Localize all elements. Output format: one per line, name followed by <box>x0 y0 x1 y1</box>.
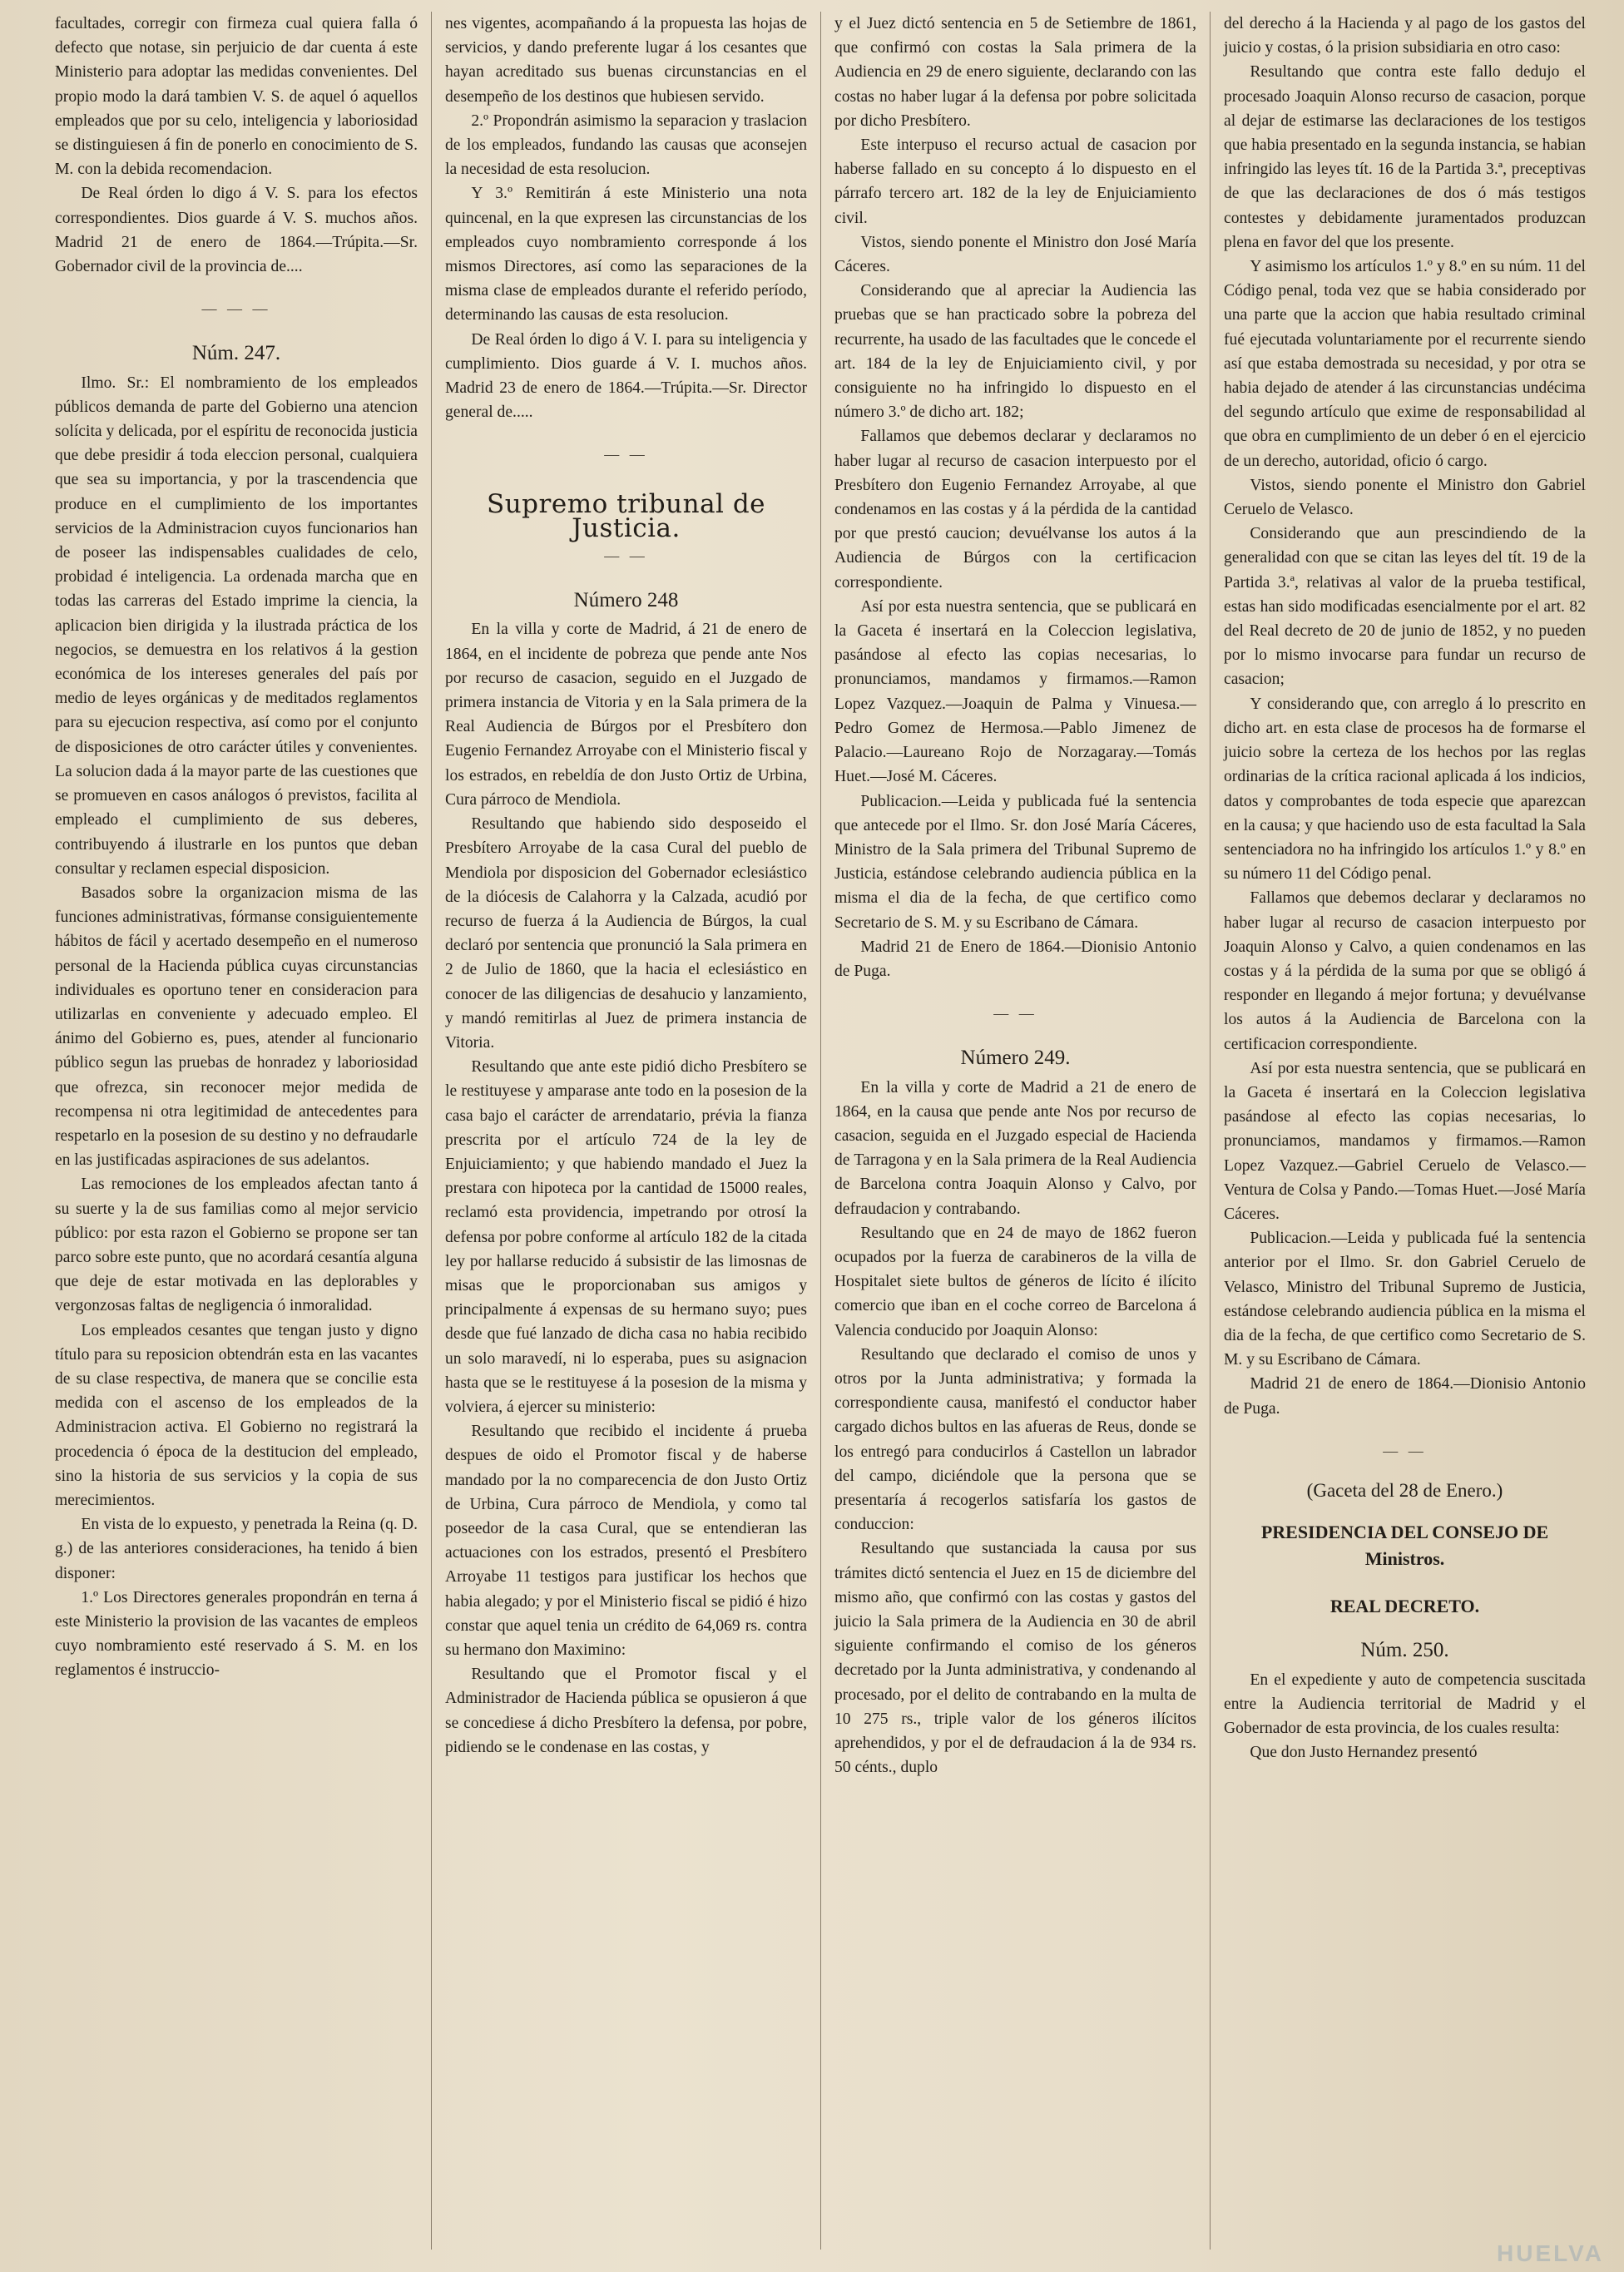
paragraph: Este interpuso el recurso actual de casacion por haberse fallado en su concepto á lo dispuesto en el párrafo tercero art. 182 de la ley de Enjuiciamiento civil. <box>834 136 1196 227</box>
section-separator: — — <box>604 547 648 565</box>
paragraph: Que don Justo Hernandez presentó <box>1250 1744 1478 1762</box>
paragraph: En vista de lo expuesto, y penetrada la Reina (q. D. g.) de las anteriores consideraciones, ha tenido á bien disponer: <box>55 1516 418 1582</box>
paragraph: Y asimismo los artículos 1.º y 8.º en su núm. 11 del Código penal, toda vez que se habia considerado por una parte que la accion que habia resultado criminal fué ejecutada voluntariamente por el recurrente siendo así que estaba demostrada su necesidad, y por otra se habia dejado de atender á las circunstancias undécima del segundo artículo que exime de responsabilidad al que obra en cumplimiento de un deber ó en el ejercicio de un derecho, autoridad, oficio ó cargo. <box>1224 258 1586 470</box>
decree-heading-250: Núm. 250. <box>1360 1639 1449 1662</box>
paragraph: Madrid 21 de enero de 1864.—Dionisio Antonio de Puga. <box>1224 1375 1586 1418</box>
paragraph: Fallamos que debemos declarar y declaramos no haber lugar al recurso de casacion interpuesto por el Presbítero don Eugenio Fernandez Arroyabe, al que condenamos en las costas y á la pérdida de la cantidad por que prestó caucion; devuélvanse los autos á la Audiencia de Búrgos con la certificacion correspondiente. <box>834 428 1196 592</box>
section-title-tribunal: Supremo tribunal de Justicia. <box>486 488 766 543</box>
paragraph: Vistos, siendo ponente el Ministro don José María Cáceres. <box>834 233 1196 276</box>
paragraph: Resultando que ante este pidió dicho Presbítero se le restituyese y amparase ante todo en la posesion de la casa bajo el carácter de arrendatario, prévia la fianza prescrita por el artículo 724 de la ley de Enjuiciamiento; y que habiendo mandado el Juez la prestara con hipoteca por la cantidad de 15000 reales, reclamó esta providencia, impetrando por otrosí la defensa por pobre conforme al artículo 182 de la citada ley por hallarse reducido á subsistir de las limosnas de misas que le proporcionaban sus amigos y principalmente á expensas de su hermano suyo; pues desde que fué lanzado de dicha casa no habia recibido un solo maravedí, ni lo esperaba, pues su asignacion hasta que se le restituyese á la posesion de la misma y volviera, á ejercer su ministerio: <box>445 1058 807 1416</box>
paragraph: Basados sobre la organizacion misma de las funciones administrativas, fórmanse consiguientemente hábitos de fácil y acertado desempeño en el numeroso personal de la Hacienda pública cuyas circunstancias individuales es oportuno tener en consideracion para utilizarlas en conveniente y adecuado empleo. El ánimo del Gobierno es, pues, atender al funcionario público segun las pruebas de honradez y laboriosidad que ofrezca, sin reconocer mejor medida de recompensa ni otra legitimidad de antecedentes para respetarlo en la posesion de su destino y no defraudarle en las justificadas aspiraciones de sus adelantos. <box>55 884 418 1170</box>
paragraph: Publicacion.—Leida y publicada fué la sentencia que antecede por el Ilmo. Sr. don José María Cáceres, Ministro de la Sala primera del Tribunal Supremo de Justicia, estándose celebrando audiencia pública en la misma el dia de la fecha, de que certifico como Secretario de S. M. y su Escribano de Cámara. <box>834 792 1196 932</box>
paragraph: Resultando que el Promotor fiscal y el Administrador de Hacienda pública se opusieron á que se concediese á dicho Presbítero la defensa, por pobre, pidiendo se le condenase en las costas, y <box>445 1666 807 1756</box>
archive-watermark-logo: HUELVA <box>1497 2240 1604 2266</box>
column-1 <box>42 12 431 2250</box>
decree-heading-247: Núm. 247. <box>191 342 281 365</box>
gaceta-date-heading: (Gaceta del 28 de Enero.) <box>1306 1479 1503 1501</box>
paragraph: Fallamos que debemos declarar y declaramos no haber lugar al recurso de casacion interpuesto por Joaquin Alonso y Calvo, a quien condenamos en las costas y á la pérdida de la suma por que se obligó á responder en llegando á mejor fortuna; y devuélvanse los autos á la Audiencia de Barcelona con la certificacion correspondiente. <box>1224 889 1586 1053</box>
sentence-heading-248: Número 248 <box>573 589 679 612</box>
paragraph: Y considerando que, con arreglo á lo prescrito en dicho art. en esta clase de procesos ha de formarse el juicio sobre la certeza de los hechos por las reglas ordinarias de la crítica racional aplicada á los indicios, datos y comprobantes de toda especie que aparezcan en la causa; y que haciendo uso de esta facultad la Sala sentenciadora no ha infringido los artículos 1.º y 8.º en su número 11 del Código penal. <box>1224 695 1586 884</box>
paragraph: del derecho á la Hacienda y al pago de los gastos del juicio y costas, ó la prision subsidiaria en otro caso: <box>1224 15 1586 57</box>
paragraph: En la villa y corte de Madrid, á 21 de enero de 1864, en el incidente de pobreza que pende ante Nos por recurso de casacion, seguido en el Juzgado de primera instancia de Vitoria y en la Sala primera de la Real Audiencia de Búrgos por el Presbítero don Eugenio Fernandez Arroyabe con el Ministerio fiscal y los estrados, en rebeldía de don Justo Ortiz de Urbina, Cura párroco de Mendiola. <box>445 621 807 809</box>
paragraph: y el Juez dictó sentencia en 5 de Setiembre de 1861, que confirmó con costas la Sala primera de la Audiencia en 29 de enero siguiente, declarando con las costas no haber lugar á la defensa por pobre solicitada por dicho Presbítero. <box>834 15 1196 130</box>
paragraph: Vistos, siendo ponente el Ministro don Gabriel Ceruelo de Velasco. <box>1224 476 1586 519</box>
section-separator: — — <box>604 446 648 463</box>
paragraph: Considerando que aun prescindiendo de la generalidad con que se citan las leyes del tít. 19 de la Partida 3.ª, relativas al valor de la prueba testifical, estas han sido modificadas esencialmente por el art. 82 del Real decreto de 20 de junio de 1852, y no pueden por lo mismo invocarse para fundar un recurso de casacion; <box>1224 525 1586 689</box>
paragraph: Resultando que contra este fallo dedujo el procesado Joaquin Alonso recurso de casacion, porque al dejar de estimarse las declaraciones de los testigos que habia presentado en la segunda instancia, se habian infringido las leyes tít. 16 de la Partida 3.ª, preceptivas de que las declaraciones de dos ó más testigos contestes y debidamente juramentados produzcan plena en favor del que los presente. <box>1224 63 1586 251</box>
real-decreto-heading: REAL DECRETO. <box>1329 1596 1480 1617</box>
column-3 <box>820 12 1210 2250</box>
paragraph: Publicacion.—Leida y publicada fué la sentencia anterior por el Ilmo. Sr. don Gabriel Ceruelo de Velasco, Ministro del Tribunal Supremo de Justicia, estándose celebrando audiencia pública en la misma el dia de la fecha, de que certifico como Secretario de S. M. y su Escribano de Cámara. <box>1224 1230 1586 1369</box>
paragraph: Y 3.º Remitirán á este Ministerio una nota quincenal, en la que expresen las circunstancias de los empleados cuyo nombramiento corresponde á los mismos Directores, así como las separaciones de la misma clase de empleados durante el referido período, determinando las causas de esta resolucion. <box>445 185 807 324</box>
paragraph: 2.º Propondrán asimismo la separacion y traslacion de los empleados, fundando las causas que aconsejen la necesidad de esta resolucion. <box>445 111 807 179</box>
paragraph: nes vigentes, acompañando á la propuesta las hojas de servicios, y dando preferente lugar á los cesantes que hayan acreditado sus buenas circunstancias en el desempeño de los destinos que hubiesen servido. <box>445 15 807 106</box>
column-2 <box>431 12 820 2250</box>
paragraph: En la villa y corte de Madrid a 21 de enero de 1864, en la causa que pende ante Nos por recurso de casacion, seguida en el Juzgado especial de Hacienda de Tarragona y en la Sala primera de la Real Audiencia de Barcelona contra Joaquin Alonso y Calvo, por defraudacion y contrabando. <box>834 1078 1196 1218</box>
columns <box>42 12 1599 2250</box>
presidencia-heading: PRESIDENCIA DEL CONSEJO DE Ministros. <box>1260 1522 1549 1570</box>
paragraph: De Real órden lo digo á V. I. para su inteligencia y cumplimiento. Dios guarde á V. I. muchos años. Madrid 23 de enero de 1864.—Trúpita.—Sr. Director general de..... <box>445 330 807 422</box>
paragraph: Resultando que en 24 de mayo de 1862 fueron ocupados por la fuerza de carabineros de la villa de Hospitalet siete bultos de géneros de lícito é ilícito comercio que iban en el coche correo de Barcelona á Valencia conducido por Joaquin Alonso: <box>834 1224 1196 1339</box>
section-separator: — — <box>993 1005 1037 1022</box>
paragraph: Madrid 21 de Enero de 1864.—Dionisio Antonio de Puga. <box>834 938 1196 980</box>
sentence-heading-249: Número 249. <box>960 1047 1071 1070</box>
paragraph: 1.º Los Directores generales propondrán en terna á este Ministerio la provision de las vacantes de empleos cuyo nombramiento esté reservado á S. M. en los reglamentos é instruccio- <box>55 1588 418 1680</box>
section-separator: — — — <box>201 300 271 318</box>
paragraph: Resultando que recibido el incidente á prueba despues de oido el Promotor fiscal y de haberse mandado por la no comparecencia de don Justo Ortiz de Urbina, Cura párroco de Mendiola, y como tal poseedor de la casa Cural, que se entendieran las actuaciones con los estrados, presentó el Presbítero Arroyabe 11 testigos para justificar los hechos que habia alegado; y por el Ministerio fiscal se pidió é hizo constar que aquel tenia un crédito de 64,069 rs. contra su hermano don Maximino: <box>445 1423 807 1659</box>
paragraph: Así por esta nuestra sentencia, que se publicará en la Gaceta é insertará en la Coleccion legislativa pasándose al efecto las copias necesarias, lo pronunciamos, mandamos y firmamos.—Ramon Lopez Vazquez.—Gabriel Ceruelo de Velasco.—Ventura de Colsa y Pando.—Tomas Huet.—José María Cáceres. <box>1224 1059 1586 1223</box>
paragraph: Resultando que habiendo sido desposeido el Presbítero Arroyabe de la casa Cural del pueblo de Mendiola por disposicion del Gobernador eclesiástico de la diócesis de Calahorra y la Calzada, acudió por recurso de fuerza á la Audiencia de Búrgos, la cual declaró por sentencia que pronunció la Sala primera en 2 de Julio de 1860, que la hacia el eclesiástico en conocer de las diligencias de desahucio y lanzamiento, y mandó remitirlas al Juez de primera instancia de Vitoria. <box>445 815 807 1052</box>
section-separator: — — <box>1383 1442 1427 1459</box>
paragraph: Las remociones de los empleados afectan tanto á su suerte y la de sus familias como al mejor servicio público: por esta razon el Gobierno se propone ser tan parco sobre este punto, que no acordará cesantía alguna que deje de estar motivada en las deplorables y vergonzosas faltas de negligencia ó inmoralidad. <box>55 1176 418 1315</box>
paragraph: Los empleados cesantes que tengan justo y digno título para su reposicion obtendrán esta en las vacantes de su clase respectiva, de manera que se concilie esta medida con el ascenso de los empleados de la Administracion activa. El Gobierno no registrará la procedencia ó época de la destitucion del empleado, sino la historia de sus servicios y la copia de sus merecimientos. <box>55 1321 418 1509</box>
paragraph: Resultando que sustanciada la causa por sus trámites dictó sentencia el Juez en 15 de diciembre del mismo año, que confirmó con las costas y gastos del juicio la Sala primera de la Audiencia en 30 de abril siguiente confirmando el comiso de los géneros decretado por la Junta administrativa, y condenando al procesado, por el delito de contrabando en la multa de 10 275 rs., triple valor de los géneros ilícitos aprehendidos, y por el de defraudacion á la de 934 rs. 50 cénts., duplo <box>834 1540 1196 1777</box>
paragraph: En el expediente y auto de competencia suscitada entre la Audiencia territorial de Madrid y el Gobernador de esta provincia, de los cuales resulta: <box>1224 1671 1586 1737</box>
paragraph: De Real órden lo digo á V. S. para los efectos correspondientes. Dios guarde á V. S. muchos años. Madrid 21 de enero de 1864.—Trúpita.—Sr. Gobernador civil de la provincia de.... <box>55 185 418 276</box>
paragraph: Resultando que declarado el comiso de unos y otros por la Junta administrativa; y formada la correspondiente causa, manifestó el conductor haber cargado dichos bultos en las afueras de Reus, donde se los entregó para conducirlos á Castellon un labrador del campo, diciéndole que la persona que se presentaría á recogerlos satisfaría los gastos de conduccion: <box>834 1345 1196 1534</box>
paragraph: facultades, corregir con firmeza cual quiera falla ó defecto que notase, sin perjuicio de dar cuenta á este Ministerio para adoptar las medidas convenientes. Del propio modo la dará tambien V. S. de aquel ó aquellos empleados que por su celo, inteligencia y laboriosidad se distinguiesen á fin de ponerlo en conocimiento de S. M. con la debida recomendacion. <box>55 15 418 179</box>
paragraph: Considerando que al apreciar la Audiencia las pruebas que se han practicado sobre la pobreza del recurrente, ha usado de las facultades que le concede el art. 184 de la ley de Enjuiciamiento civil, y por consiguiente no ha infringido lo dispuesto en el número 3.º de dicho art. 182; <box>834 282 1196 422</box>
column-4 <box>1210 12 1599 2250</box>
paragraph: Ilmo. Sr.: El nombramiento de los empleados públicos demanda de parte del Gobierno una atencion solícita y delicada, por el espíritu de reconocida justicia que debe presidir á toda eleccion personal, cualquiera que sea su importancia, y por la trascendencia que produce en el cumplimiento de los importantes servicios de la Administracion cuyos funcionarios han de poseer las indispensables cualidades de celo, probidad é inteligencia. La ordenada marcha que en todas las carreras del Estado imprime la ciencia, la aplicacion bien dirigida y la ilustrada práctica de los negocios, se demuestra en los relativos á la gestion económica de los intereses generales del país por medio de leyes orgánicas y de meditados reglamentos para su ejecucion respectiva, así como por el conjunto de disposiciones de otro carácter útiles y convenientes. La solucion dada á la mayor parte de las cuestiones que se promueven en casos análogos ó previstos, facilita al empleado el cumplimiento de sus deberes, contribuyendo á ilustrarle en los puntos que deban consultar y reclamen especial disposicion. <box>55 374 418 878</box>
paragraph: Así por esta nuestra sentencia, que se publicará en la Gaceta é insertará en la Coleccion legislativa, pasándose al efecto las copias necesarias, lo pronunciamos, mandamos y firmamos.—Ramon Lopez Vazquez.—Joaquin de Palma y Vinuesa.—Pedro Gomez de Hermosa.—Pablo Jimenez de Palacio.—Laureano Rojo de Norzagaray.—Tomás Huet.—José M. Cáceres. <box>834 597 1196 786</box>
